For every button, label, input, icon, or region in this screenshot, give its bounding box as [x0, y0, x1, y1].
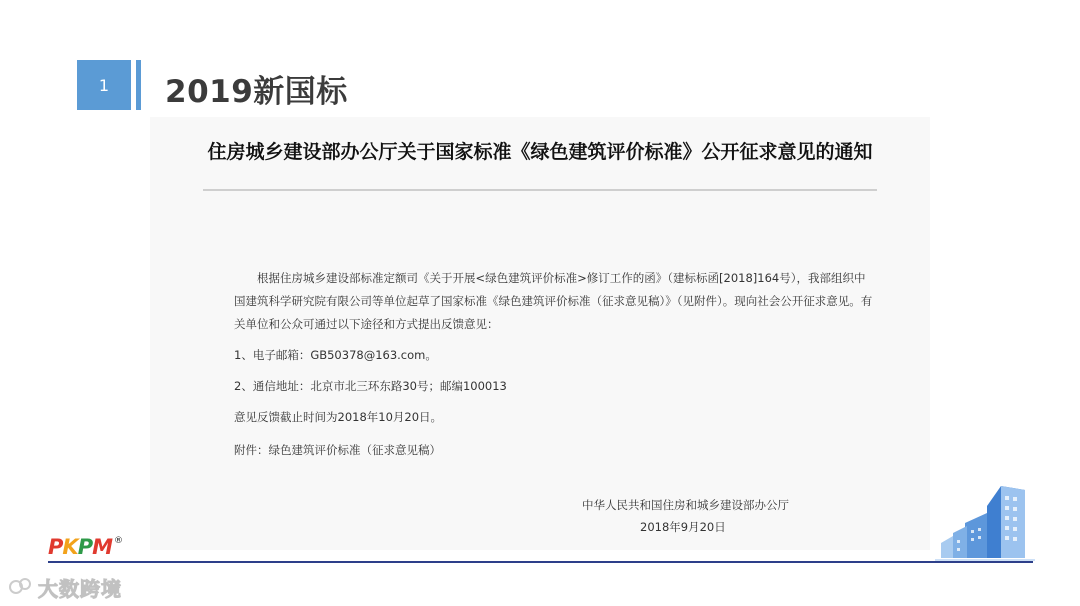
attachment-text: 附件：绿色建筑评价标准（征求意见稿） [234, 443, 441, 457]
watermark [8, 572, 122, 602]
title-divider-bar [136, 60, 141, 110]
footer-line [48, 561, 1033, 563]
buildings-illustration-icon [935, 478, 1035, 563]
email-item: 1、电子邮箱：GB50378@163.com。 [234, 348, 437, 362]
section-number-badge [77, 60, 131, 110]
document-title-rule [203, 189, 877, 191]
deadline-text: 意见反馈截止时间为2018年10月20日。 [234, 410, 443, 424]
intro-paragraph: 根据住房城乡建设部标准定额司《关于开展<绿色建筑评价标准>修订工作的函》（建标标函[2018]164号），我部组织中国建筑科学研究院有限公司等单位起草了国家标准《绿色建筑评价标准（征求意见稿）》（见附件）。现向社会公开征求意见。有关单位和公众可通过以下途径和方式提出反馈意见： [234, 271, 873, 331]
section-number: 1 [98, 75, 110, 95]
watermark-logo-icon [8, 576, 34, 598]
document-title: 住房城乡建设部办公厅关于国家标准《绿色建筑评价标准》公开征求意见的通知 [207, 141, 873, 163]
address-item: 2、通信地址：北京市北三环东路30号；邮编100013 [234, 379, 507, 393]
issue-date: 2018年9月20日 [640, 520, 726, 534]
document-body [234, 267, 874, 336]
watermark-text: 大数跨境 [38, 576, 122, 601]
pkpm-logo: P K P M ® [48, 535, 123, 559]
issuer-signature: 中华人民共和国住房和城乡建设部办公厅 [582, 498, 789, 512]
slide-title: 2019新国标 [165, 74, 348, 110]
document-screenshot [150, 117, 930, 550]
